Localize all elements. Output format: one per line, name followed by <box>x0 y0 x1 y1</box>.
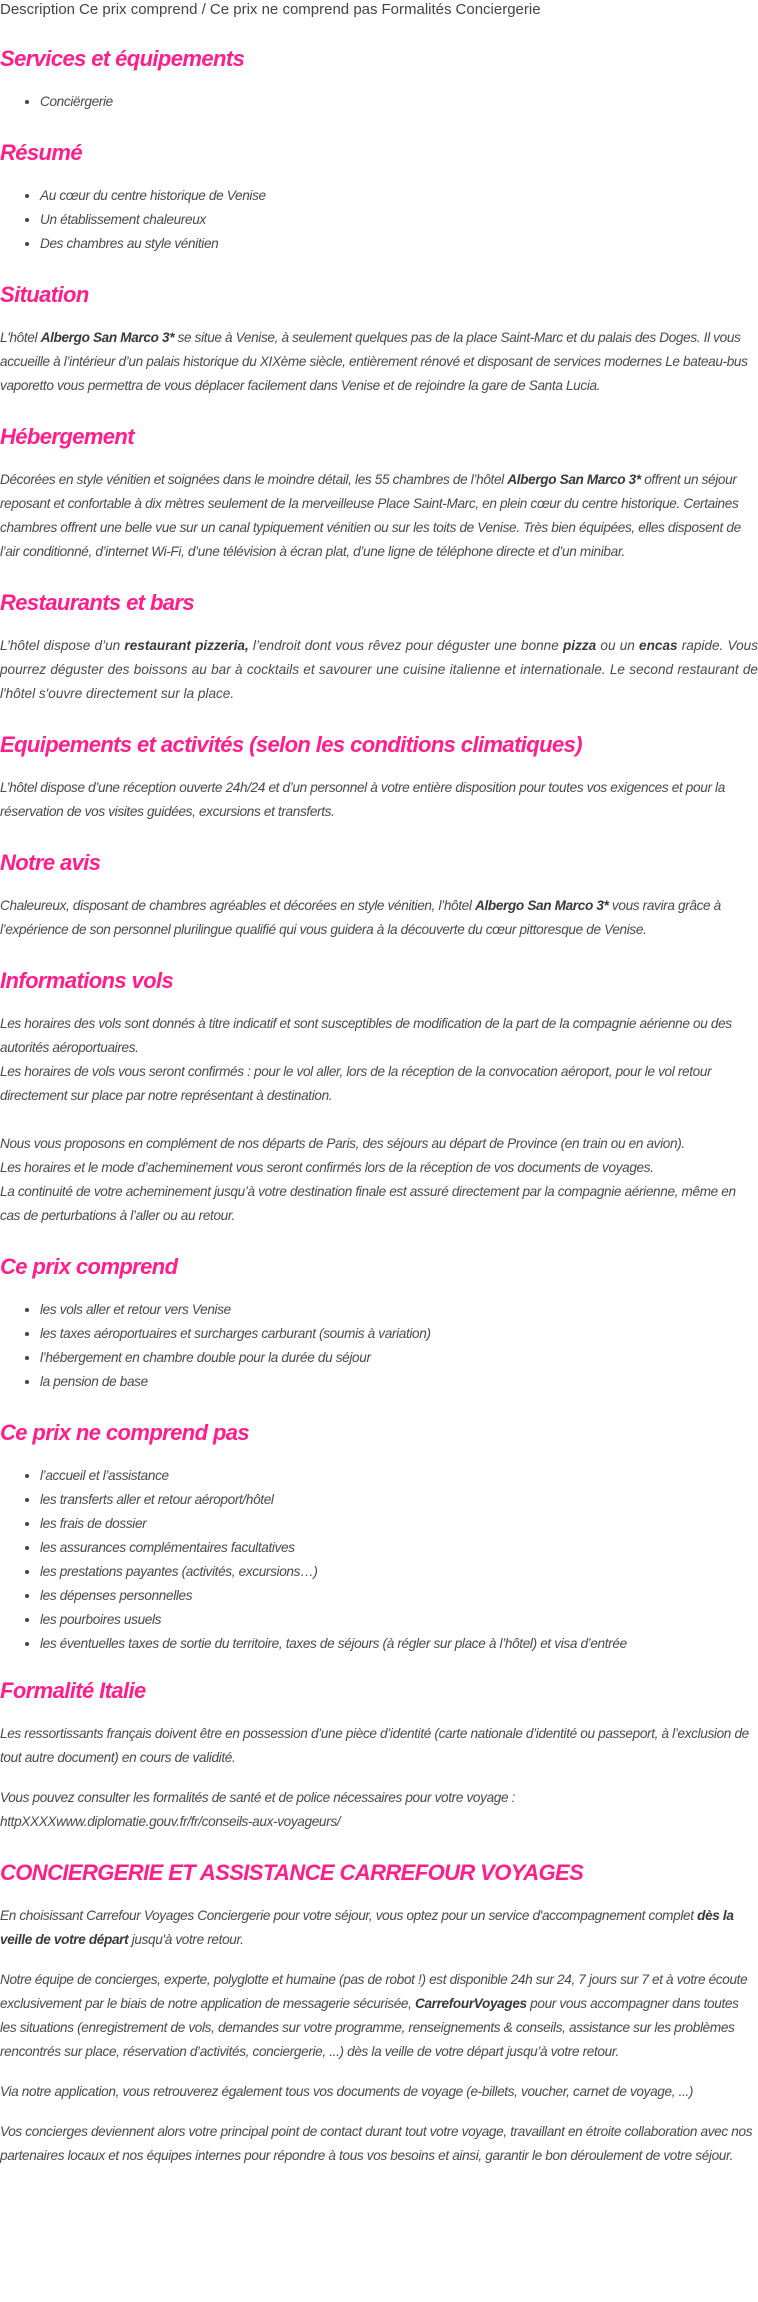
list-item: • Au cœur du centre historique de Venise <box>40 184 758 208</box>
section-vols <box>0 966 758 1228</box>
section-title: Ce prix comprend <box>0 1254 178 1279</box>
list-item: • l’accueil et l’assistance <box>40 1464 758 1488</box>
conciergerie-text-1 <box>0 1904 758 1952</box>
section-prix-ne-comprend-pas <box>0 1418 758 1656</box>
section-title: Informations vols <box>0 968 174 993</box>
text: ou un <box>596 638 640 653</box>
list-item: • les frais de dossier <box>40 1512 758 1536</box>
bold-text: restaurant pizzeria, <box>124 638 249 653</box>
section-restaurants <box>0 588 758 706</box>
brand-name: CarrefourVoyages <box>414 1996 527 2011</box>
list-item: • les éventuelles taxes de sortie du territoire, taxes de séjours (à régler sur place à l’hôtel) et visa d’entrée <box>40 1632 758 1656</box>
list-item: • Conciërgerie <box>40 90 758 114</box>
section-title: Restaurants et bars <box>0 590 195 615</box>
list-item: • les dépenses personnelles <box>40 1584 758 1608</box>
comprend-list <box>0 1298 758 1394</box>
list-item: • les prestations payantes (activités, excursions…) <box>40 1560 758 1584</box>
situation-text <box>0 326 758 398</box>
section-resume <box>0 138 758 256</box>
conciergerie-text-2 <box>0 1968 758 2064</box>
text: vous ravira grâce à l’expérience de son personnel plurilingue qualifié qui vous guidera à la découverte du cœur pittoresque de Venise. <box>0 898 721 937</box>
text: rapide. Vous pourrez déguster des boissons au bar à cocktails et savourer une cuisine italienne et internationale. Le second restaurant de l'hôtel s'ouvre directement sur la place. <box>0 638 758 701</box>
list-item: • les transferts aller et retour aéroport/hôtel <box>40 1488 758 1512</box>
section-equipements <box>0 730 758 824</box>
conciergerie-text-3: Via notre application, vous retrouverez également tous vos documents de voyage (e-billets, voucher, carnet de voyage, ...) <box>0 2084 694 2099</box>
text: L’hôtel dispose d’un <box>0 638 125 653</box>
list-item: • l’hébergement en chambre double pour la durée du séjour <box>40 1346 758 1370</box>
text: offrent un séjour reposant et confortable à dix mètres seulement de la merveilleuse Place Saint-Marc, en plein cœur du centre historique. Certaines chambres offrent une belle vue sur un canal typiquement vénitien ou sur les toits de Venise. Très bien équipées, elles disposent de l’air conditionné, d’internet Wi-Fi, d’une télévision à écran plat, d’une ligne de téléphone directe et d’un minibar. <box>0 472 741 559</box>
list-item: • les assurances complémentaires facultatives <box>40 1536 758 1560</box>
restaurants-text <box>0 634 758 706</box>
section-title: Hébergement <box>0 424 134 449</box>
section-nav <box>0 0 758 20</box>
vols-text-3: Nous vous proposons en complément de nos départs de Paris, des séjours au départ de Province (en train ou en avion). <box>0 1136 685 1151</box>
list-item: • Des chambres au style vénitien <box>40 232 758 256</box>
section-title: Ce prix ne comprend pas <box>0 1420 250 1445</box>
ne-comprend-list <box>0 1464 758 1656</box>
section-title: Services et équipements <box>0 46 245 71</box>
section-prix-comprend <box>0 1252 758 1394</box>
text: se situe à Venise, à seulement quelques pas de la place Saint-Marc et du palais des Doges. Il vous accueille à l’intérieur d’un palais historique du XIXème siècle, entièrement rénové et disposant de services modernes Le bateau-bus vaporetto vous permettra de vous déplacer facilement dans Venise et de rejoindre la gare de Santa Lucia. <box>0 330 748 393</box>
section-formalite <box>0 1676 758 1834</box>
text: Chaleureux, disposant de chambres agréables et décorées en style vénitien, l’hôtel <box>0 898 475 913</box>
formalite-text-2: Vous pouvez consulter les formalités de santé et de police nécessaires pour votre voyage : <box>0 1790 516 1805</box>
list-item: • la pension de base <box>40 1370 758 1394</box>
text: l’endroit dont vous rêvez pour déguster une bonne <box>248 638 563 653</box>
section-title: Notre avis <box>0 850 101 875</box>
bold-text: encas <box>639 638 678 653</box>
vols-text-2: Les horaires de vols vous seront confirmés : pour le vol aller, lors de la réception de la convocation aéroport, pour le vol retour directement sur place par notre représentant à destination. <box>0 1064 712 1103</box>
text: pour vous accompagner dans toutes les situations (enregistrement de vols, demandes sur votre programme, renseignements & conseils, assistance sur les problèmes rencontrés sur place, réservation d’activités, conciergerie, ...) dès la veille de votre départ jusqu’à votre retour. <box>0 1996 739 2059</box>
text: En choisissant Carrefour Voyages Conciergerie pour votre séjour, vous optez pour un service d'accompagnement complet <box>0 1908 698 1923</box>
equipements-text: L’hôtel dispose d’une réception ouverte 24h/24 et d’un personnel à votre entière disposition pour toutes vos exigences et pour la réservation de vos visites guidées, excursions et transferts. <box>0 780 725 819</box>
nav-link-conciergerie[interactable]: Conciergerie <box>455 1 541 18</box>
section-services <box>0 44 758 114</box>
list-item: • les taxes aéroportuaires et surcharges carburant (soumis à variation) <box>40 1322 758 1346</box>
section-situation <box>0 280 758 398</box>
section-title: Résumé <box>0 140 82 165</box>
formalite-text-1: Les ressortissants français doivent être en possession d’une pièce d’identité (carte nationale d’identité ou passeport, à l’exclusion de tout autre document) en cours de validité. <box>0 1726 749 1765</box>
avis-text <box>0 894 758 942</box>
list-item: • les pourboires usuels <box>40 1608 758 1632</box>
formalite-url: httpXXXXwww.diplomatie.gouv.fr/fr/conseils-aux-voyageurs/ <box>0 1814 341 1829</box>
section-title: Equipements et activités (selon les conditions climatiques) <box>0 732 582 757</box>
section-title: CONCIERGERIE ET ASSISTANCE CARREFOUR VOYAGES <box>0 1860 584 1885</box>
list-item: • les vols aller et retour vers Venise <box>40 1298 758 1322</box>
conciergerie-text-4: Vos concierges deviennent alors votre principal point de contact durant tout votre voyage, travaillant en étroite collaboration avec nos partenaires locaux et nos équipes internes pour répondre à tous vos besoins et ainsi, garantir le bon déroulement de votre séjour. <box>0 2124 753 2163</box>
section-title: Situation <box>0 282 89 307</box>
section-title: Formalité Italie <box>0 1678 146 1703</box>
list-item: • Un établissement chaleureux <box>40 208 758 232</box>
section-avis <box>0 848 758 942</box>
spacer <box>0 1108 758 1132</box>
nav-link-prix[interactable]: Ce prix comprend / Ce prix ne comprend pas <box>79 1 378 18</box>
nav-link-description[interactable]: Description <box>0 1 76 18</box>
text: jusqu'à votre retour. <box>128 1932 244 1947</box>
resume-list <box>0 184 758 256</box>
bold-text: dès la veille de votre départ <box>0 1908 734 1947</box>
nav-link-formalites[interactable]: Formalités <box>381 1 452 18</box>
text: Notre équipe de concierges, experte, polyglotte et humaine (pas de robot !) est disponible 24h sur 24, 7 jours sur 7 et à votre écoute exclusivement par le biais de notre application de messagerie sécurisée, <box>0 1972 748 2011</box>
text: L'hôtel <box>0 330 41 345</box>
hebergement-text <box>0 468 758 564</box>
vols-text-5: La continuité de votre acheminement jusqu’à votre destination finale est assuré directement par la compagnie aérienne, même en cas de perturbations à l’aller ou au retour. <box>0 1184 736 1223</box>
vols-text-1: Les horaires des vols sont donnés à titre indicatif et sont susceptibles de modification de la part de la compagnie aérienne ou des autorités aéroportuaires. <box>0 1016 732 1055</box>
hotel-name: Albergo San Marco 3* <box>40 330 175 345</box>
section-hebergement <box>0 422 758 564</box>
hotel-name: Albergo San Marco 3* <box>474 898 609 913</box>
services-list <box>0 90 758 114</box>
vols-text-4: Les horaires et le mode d’acheminement vous seront confirmés lors de la réception de vos documents de voyages. <box>0 1160 654 1175</box>
bold-text: pizza <box>563 638 597 653</box>
hotel-name: Albergo San Marco 3* <box>507 472 641 487</box>
section-conciergerie <box>0 1858 758 2168</box>
text: Décorées en style vénitien et soignées dans le moindre détail, les 55 chambres de l’hôtel <box>0 472 508 487</box>
